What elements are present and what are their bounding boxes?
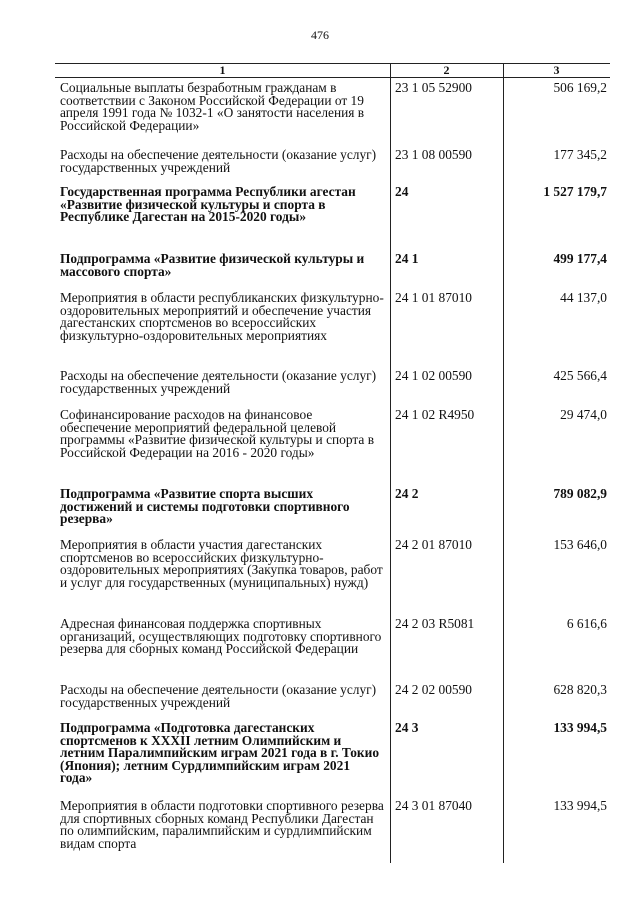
row-amount: 29 474,0 bbox=[560, 407, 607, 422]
column-divider-2 bbox=[503, 63, 504, 863]
column-divider-1 bbox=[390, 63, 391, 863]
row-amount: 133 994,5 bbox=[553, 720, 607, 735]
column-header-3: 3 bbox=[553, 63, 560, 77]
row-amount: 499 177,4 bbox=[553, 251, 607, 266]
row-code: 23 1 08 00590 bbox=[395, 147, 472, 162]
header-bottom-border bbox=[55, 77, 610, 78]
page-number: 476 bbox=[311, 28, 329, 42]
row-amount: 133 994,5 bbox=[553, 798, 607, 813]
row-code: 24 2 03 R5081 bbox=[395, 616, 475, 631]
row-name: Расходы на обеспечение деятельности (оказание услуг) государственных учреждений bbox=[60, 147, 377, 175]
row-amount: 628 820,3 bbox=[553, 682, 607, 697]
row-name: Мероприятия в области республиканских физкультурно-оздоровительных мероприятий и обеспечение участия дагестанских спортсменов во всероссийских физкультурно-оздоровительных мероприятиях bbox=[60, 290, 384, 343]
column-header-2: 2 bbox=[443, 63, 450, 77]
row-amount: 425 566,4 bbox=[553, 368, 607, 383]
row-amount: 1 527 179,7 bbox=[543, 184, 607, 199]
row-name: Мероприятия в области подготовки спортивного резерва для спортивных сборных команд Республики Дагестан по олимпийским, паралимпийским и сурдлимпийским видам спорта bbox=[60, 798, 384, 851]
row-code: 24 1 02 00590 bbox=[395, 368, 472, 383]
row-code: 24 bbox=[395, 184, 409, 199]
row-code: 24 3 bbox=[395, 720, 419, 735]
row-name: Подпрограмма «Развитие спорта высших достижений и системы подготовки спортивного резерва» bbox=[60, 486, 350, 527]
row-amount: 789 082,9 bbox=[553, 486, 607, 501]
row-name: Государственная программа Республики агестан «Развитие физической культуры и спорта в Республике Дагестан на 2015-2020 годы» bbox=[60, 184, 356, 225]
row-amount: 506 169,2 bbox=[553, 80, 607, 95]
row-name: Софинансирование расходов на финансовое обеспечение мероприятий федеральной целевой программы «Развитие физической культуры и спорта в Российской Федерации на 2016 - 2020 годы» bbox=[60, 407, 375, 460]
row-name: Расходы на обеспечение деятельности (оказание услуг) государственных учреждений bbox=[60, 368, 377, 396]
row-amount: 177 345,2 bbox=[553, 147, 607, 162]
row-amount: 153 646,0 bbox=[553, 537, 607, 552]
row-code: 24 2 01 87010 bbox=[395, 537, 472, 552]
row-code: 24 1 bbox=[395, 251, 419, 266]
row-amount: 6 616,6 bbox=[566, 616, 607, 631]
row-code: 24 2 02 00590 bbox=[395, 682, 472, 697]
row-name: Подпрограмма «Подготовка дагестанских спортсменов к XXXII летним Олимпийским и летним Паралимпийским играм 2021 года в г. Токио (Япония); летним Сурдлимпийским играм 2021 года» bbox=[60, 720, 380, 786]
row-code: 24 1 01 87010 bbox=[395, 290, 472, 305]
row-code: 23 1 05 52900 bbox=[395, 80, 472, 95]
row-amount: 44 137,0 bbox=[560, 290, 607, 305]
row-code: 24 2 bbox=[395, 486, 419, 501]
row-name: Подпрограмма «Развитие физической культуры и массового спорта» bbox=[60, 251, 365, 279]
row-name: Адресная финансовая поддержка спортивных организаций, осуществляющих подготовку спортивного резерва для сборных команд Российской Федерации bbox=[60, 616, 382, 657]
row-code: 24 3 01 87040 bbox=[395, 798, 472, 813]
row-name: Мероприятия в области участия дагестанских спортсменов во всероссийских физкультурно-оздоровительных мероприятиях (Закупка товаров, работ и услуг для государственных (муниципальных) нужд) bbox=[60, 537, 383, 590]
row-code: 24 1 02 R4950 bbox=[395, 407, 475, 422]
row-name: Социальные выплаты безработным гражданам в соответствии с Законом Российской Федерации от 19 апреля 1991 года № 1032-1 «О занятости населения в Российской Федерации» bbox=[60, 80, 365, 133]
row-name: Расходы на обеспечение деятельности (оказание услуг) государственных учреждений bbox=[60, 682, 377, 710]
column-header-1: 1 bbox=[219, 63, 226, 77]
